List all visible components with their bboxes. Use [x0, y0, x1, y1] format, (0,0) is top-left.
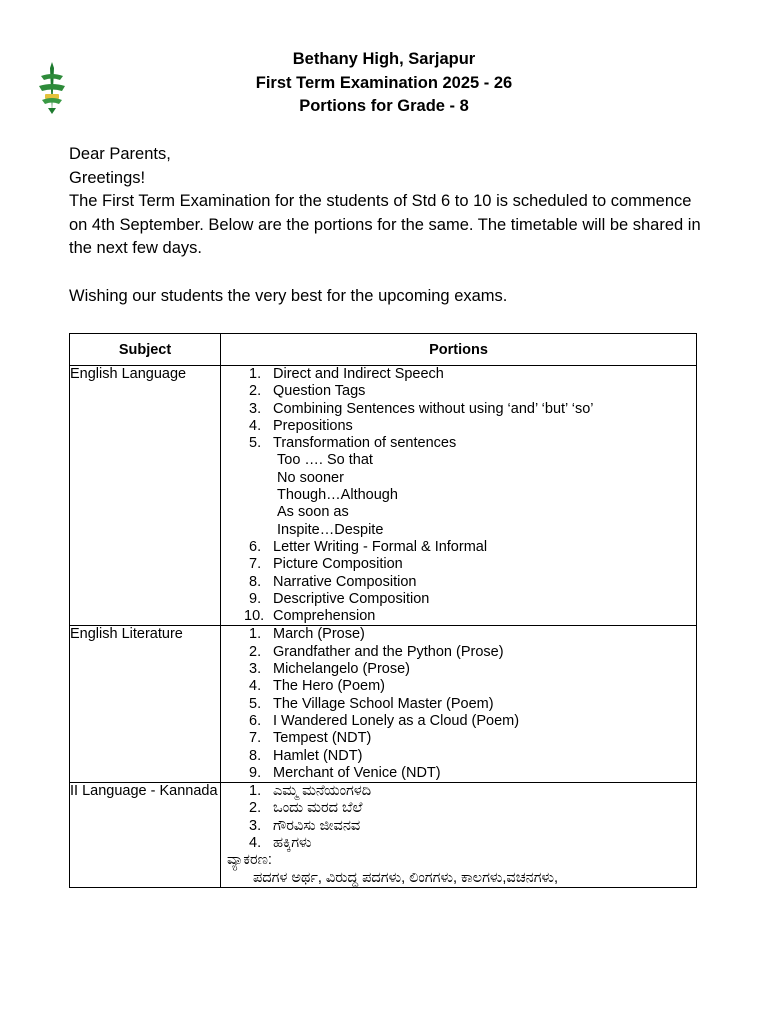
table-row	[70, 366, 697, 626]
parent-letter	[69, 143, 709, 308]
sub-item: Inspite…Despite	[277, 521, 384, 538]
subject-cell: II Language - Kannada	[70, 783, 221, 888]
list-item: 6. Letter Writing - Formal & Informal	[249, 538, 488, 555]
sub-item: Too …. So that	[277, 452, 373, 469]
sub-item: As soon as	[277, 504, 349, 521]
list-item: 2. Question Tags	[249, 383, 366, 400]
list-item: 1. Direct and Indirect Speech	[249, 366, 444, 382]
list-item: 4. The Hero (Poem)	[249, 678, 386, 695]
list-item: 10. Comprehension	[244, 608, 376, 625]
salutation: Dear Parents,	[69, 145, 171, 163]
list-item: 7. Picture Composition	[249, 556, 403, 573]
list-item: 9. Merchant of Venice (NDT)	[249, 764, 441, 781]
exam-title: First Term Examination 2025 - 26	[255, 73, 513, 92]
portions-table	[69, 333, 697, 888]
portions-cell	[221, 783, 697, 888]
list-item: 3. ಗೌರವಿಸು ಜೀವನವ	[249, 817, 361, 834]
sub-item: No sooner	[277, 469, 344, 486]
greeting: Greetings!	[69, 168, 146, 187]
list-item: 3. Michelangelo (Prose)	[249, 661, 411, 678]
portions-title: Portions for Grade - 8	[299, 97, 469, 115]
subject-cell: English Literature	[70, 626, 221, 783]
list-item: 1. March (Prose)	[249, 626, 365, 643]
list-item: 4. Prepositions	[249, 417, 353, 434]
subject-cell: English Language	[70, 366, 221, 626]
list-item: 3. Combining Sentences without using ‘and’ ‘but’ ‘so’	[249, 400, 594, 417]
list-item: 5. Transformation of sentences	[249, 435, 457, 452]
grammar-text: ಪದಗಳ ಅರ್ಥ, ವಿರುದ್ಧ ಪದಗಳು, ಲಿಂಗಗಳು, ಕಾಲಗಳು,ವಚನಗಳು,	[253, 869, 559, 886]
subject-header: Subject	[70, 334, 221, 366]
portions-cell	[221, 366, 697, 626]
letter-body: The First Term Examination for the students of Std 6 to 10 is scheduled to commence on 4th September. Below are the portions for the same. The timetable will be shared in the next few days.	[69, 192, 701, 257]
list-item: 6. I Wandered Lonely as a Cloud (Poem)	[249, 712, 520, 729]
portions-cell	[221, 626, 697, 783]
list-item: 1. ಎಮ್ಮ ಮನೆಯಂಗಳದಿ	[249, 783, 372, 800]
list-item: 2. ಒಂದು ಮರದ ಬೆಲೆ	[249, 800, 363, 817]
grammar-heading: ವ್ಯಾಕರಣ:	[227, 852, 272, 869]
list-item: 2. Grandfather and the Python (Prose)	[249, 643, 504, 660]
school-name: Bethany High, Sarjapur	[292, 50, 476, 68]
list-item: 7. Tempest (NDT)	[249, 730, 372, 747]
list-item: 8. Hamlet (NDT)	[249, 747, 363, 764]
list-item: 9. Descriptive Composition	[249, 590, 430, 607]
portions-header: Portions	[221, 334, 697, 366]
list-item: 4. ಹಕ್ಕಿಗಳು	[249, 835, 312, 852]
document-header	[0, 48, 768, 119]
table-row	[70, 783, 697, 888]
list-item: 8. Narrative Composition	[249, 573, 417, 590]
table-row	[70, 626, 697, 783]
table-header-row	[70, 334, 697, 366]
sub-item: Though…Although	[277, 487, 398, 504]
list-item: 5. The Village School Master (Poem)	[249, 695, 494, 712]
wishes: Wishing our students the very best for the upcoming exams.	[69, 286, 508, 305]
